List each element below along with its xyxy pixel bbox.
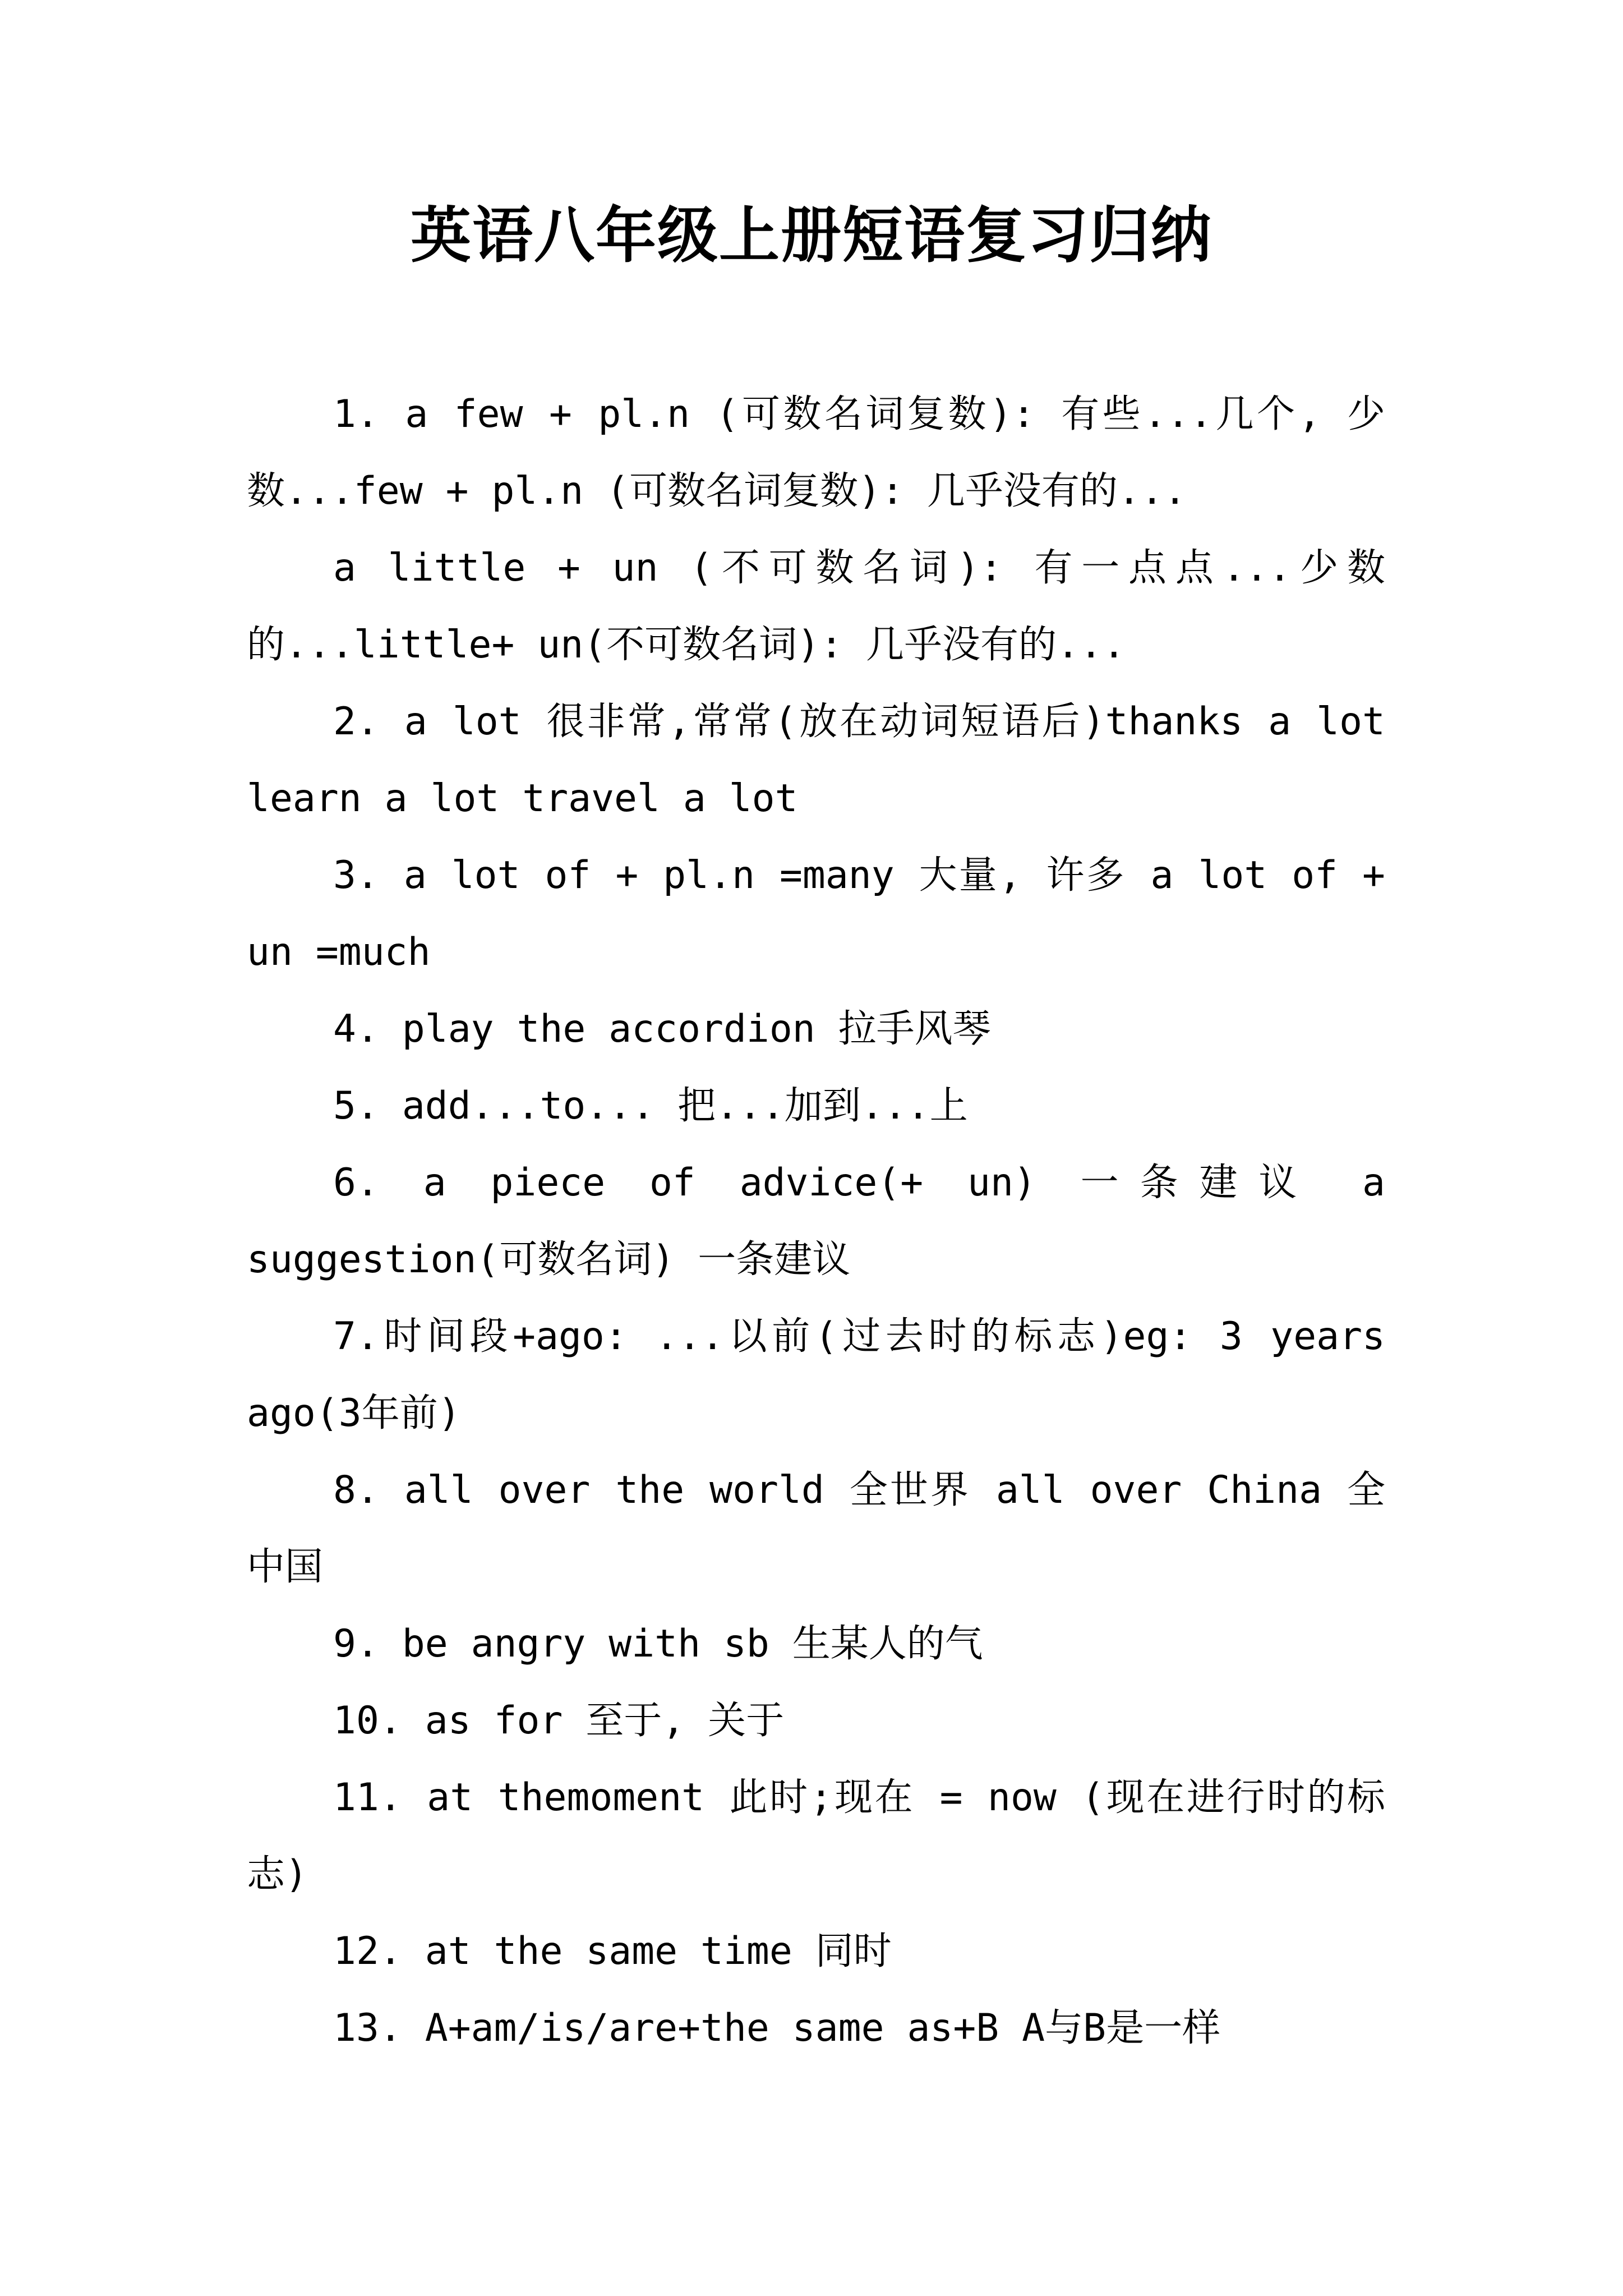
paragraph-4: 4. play the accordion 拉手风琴 xyxy=(333,1007,991,1051)
paragraph-8: 8. all over the world 全世界 all over China 全中国 xyxy=(247,1468,1385,1589)
paragraph-1b: a little + un (不可数名词): 有一点点...少数的...little+ un(不可数名词): 几乎没有的... xyxy=(247,546,1385,667)
document-body xyxy=(247,376,1385,2067)
paragraph-10: 10. as for 至于, 关于 xyxy=(333,1699,785,1743)
paragraph-13: 13. A+am/is/are+the same as+B A与B是一样 xyxy=(333,2006,1221,2050)
paragraph-2: 2. a lot 很非常,常常(放在动词短语后)thanks a lot learn a lot travel a lot xyxy=(247,700,1385,821)
document-title: 英语八年级上册短语复习归纳 xyxy=(410,200,1212,271)
paragraph-12: 12. at the same time 同时 xyxy=(333,1929,892,1973)
paragraph-3: 3. a lot of + pl.n =many 大量, 许多 a lot of + un =much xyxy=(247,853,1385,974)
paragraph-7: 7.时间段+ago: ...以前(过去时的标志)eg: 3 years ago(3年前) xyxy=(247,1314,1385,1435)
paragraph-1: 1. a few + pl.n (可数名词复数): 有些...几个, 少数...few + pl.n (可数名词复数): 几乎没有的... xyxy=(247,392,1385,513)
paragraph-5: 5. add...to... 把...加到...上 xyxy=(333,1084,968,1128)
paragraph-9: 9. be angry with sb 生某人的气 xyxy=(333,1622,983,1666)
paragraph-11: 11. at themoment 此时;现在 = now (现在进行时的标志) xyxy=(247,1775,1385,1897)
paragraph-6: 6. a piece of advice(+ un) 一条建议 a suggestion(可数名词) 一条建议 xyxy=(247,1161,1385,1282)
